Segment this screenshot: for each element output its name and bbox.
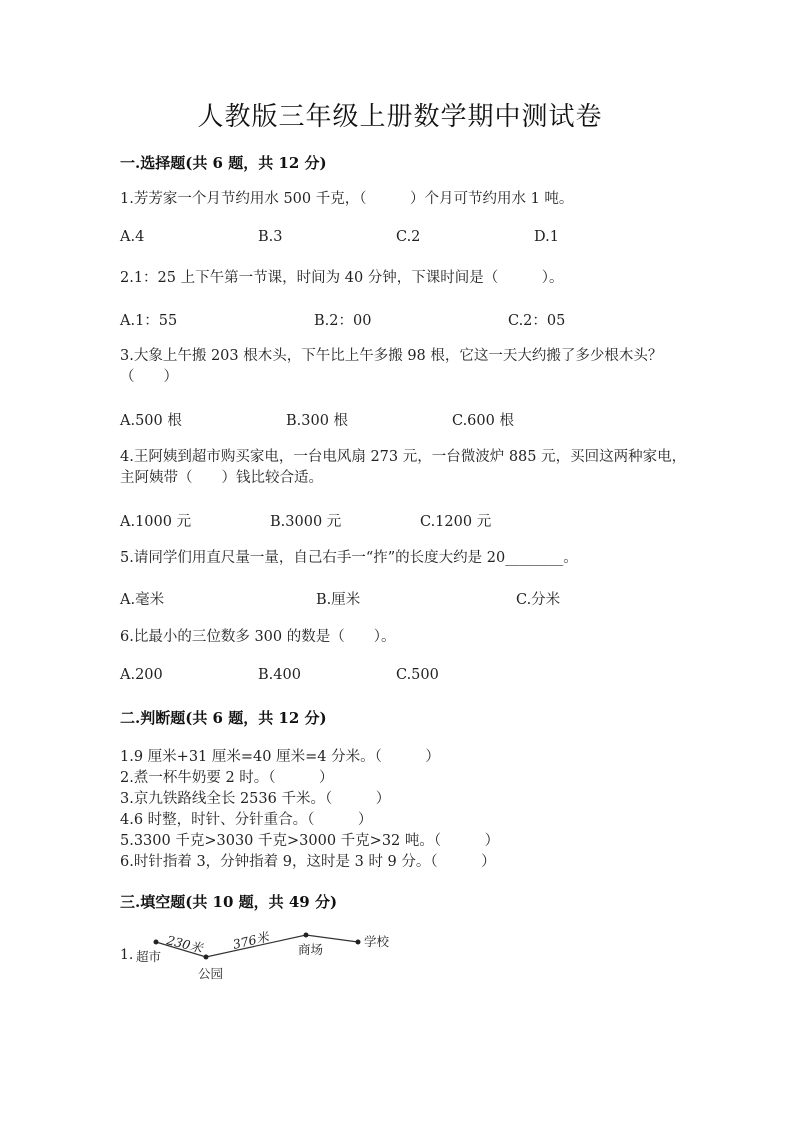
tf-item-1: 1.9 厘米+31 厘米=40 厘米=4 分米。（ ） <box>120 749 440 765</box>
section-heading-true-false: 二.判断题(共 6 题，共 12 分) <box>120 709 327 727</box>
q1-option-d: D.1 <box>534 229 559 245</box>
q3-option-b: B.300 根 <box>286 413 349 429</box>
label-park: 公园 <box>198 966 224 981</box>
page-title: 人教版三年级上册数学期中测试卷 <box>197 102 603 132</box>
q2-option-a: A.1：55 <box>120 313 178 329</box>
q3-option-a: A.500 根 <box>120 413 182 429</box>
section-heading-fill-in: 三.填空题(共 10 题，共 49 分) <box>120 893 338 911</box>
label-mall: 商场 <box>298 942 324 957</box>
q1-option-a: A.4 <box>120 229 145 245</box>
question-1: 1.芳芳家一个月节约用水 500 千克，（ ）个月可节约用水 1 吨。 <box>120 191 574 207</box>
point-mall <box>304 933 309 938</box>
tf-item-5: 5.3300 千克>3030 千克>3000 千克>32 吨。（ ） <box>120 833 500 849</box>
label-school: 学校 <box>364 934 390 949</box>
q6-option-a: A.200 <box>120 667 163 683</box>
question-3: 3.大象上午搬 203 根木头，下午比上午多搬 98 根，它这一天大约搬了多少根木头？（ ） <box>120 348 663 385</box>
point-park <box>204 955 209 960</box>
q5-option-c: C.分米 <box>516 592 561 608</box>
q6-option-b: B.400 <box>258 667 301 683</box>
tf-item-4: 4.6 时整，时针、分针重合。（ ） <box>120 812 373 828</box>
q1-option-c: C.2 <box>396 229 421 245</box>
tf-item-6: 6.时针指着 3，分钟指着 9，这时是 3 时 9 分。（ ） <box>120 854 496 870</box>
q3-option-c: C.600 根 <box>452 413 514 429</box>
question-5: 5.请同学们用直尺量一量，自己右手一“拃”的长度大约是 20________。 <box>120 550 578 566</box>
q6-option-c: C.500 <box>396 667 439 683</box>
point-school <box>356 940 361 945</box>
q4-option-c: C.1200 元 <box>420 514 492 530</box>
q2-option-b: B.2：00 <box>314 313 372 329</box>
point-supermarket <box>154 940 159 945</box>
route-diagram <box>116 922 416 992</box>
tf-item-3: 3.京九铁路线全长 2536 千米。（ ） <box>120 791 391 807</box>
question-4: 4.王阿姨到超市购买家电，一台电风扇 273 元，一台微波炉 885 元，买回这两种家电，主阿姨带（ ）钱比较合适。 <box>120 449 687 486</box>
q5-option-a: A.毫米 <box>120 592 165 608</box>
q1-option-b: B.3 <box>258 229 283 245</box>
question-2: 2.1：25 上下午第一节课，时间为 40 分钟，下课时间是（ ）。 <box>120 270 564 286</box>
distance-label-1: 230米 <box>165 932 205 956</box>
q4-option-b: B.3000 元 <box>270 514 342 530</box>
tf-item-2: 2.煮一杯牛奶要 2 时。（ ） <box>120 770 334 786</box>
q2-option-c: C.2：05 <box>508 313 566 329</box>
distance-label-2: 376米 <box>231 929 271 952</box>
question-6: 6.比最小的三位数多 300 的数是（ ）。 <box>120 629 396 645</box>
q4-option-a: A.1000 元 <box>120 514 192 530</box>
diagram-question-number: 1. <box>120 947 134 963</box>
q5-option-b: B.厘米 <box>316 592 361 608</box>
label-supermarket: 超市 <box>136 949 162 964</box>
section-heading-choice: 一.选择题(共 6 题，共 12 分) <box>120 154 327 172</box>
